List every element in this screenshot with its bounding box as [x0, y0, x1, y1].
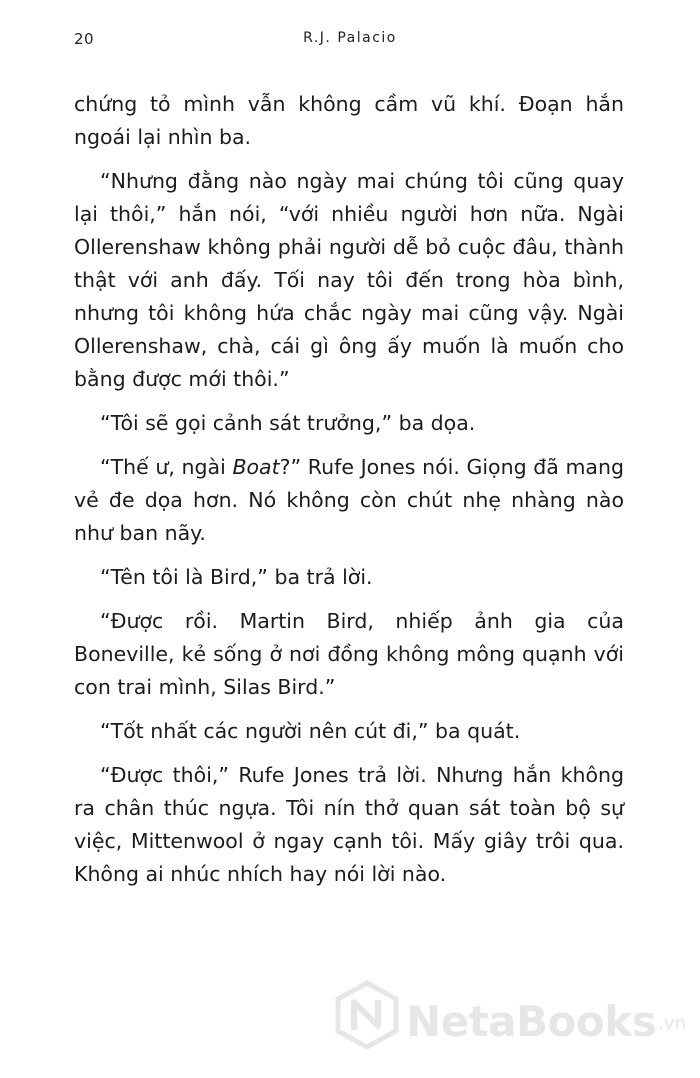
- paragraph: [74, 451, 624, 550]
- paragraph: “Tôi sẽ gọi cảnh sát trưởng,” ba dọa.: [100, 411, 476, 435]
- running-head-author: R.J. Palacio: [303, 30, 397, 46]
- paragraph: “Được thôi,” Rufe Jones trả lời. Nhưng hắn không ra chân thúc ngựa. Tôi nín thở quan sát toàn bộ sự việc, Mittenwool ở ngay cạnh tôi. Mấy giây trôi qua. Không ai nhúc nhích hay nói lời nào.: [74, 763, 624, 886]
- watermark-brand: NetaBooks: [405, 997, 657, 1046]
- netabooks-logo-icon: [334, 980, 400, 1050]
- watermark: [334, 980, 686, 1050]
- watermark-suffix: .vn: [658, 1013, 686, 1034]
- emphasis-text: Boat: [232, 455, 280, 479]
- paragraph: “Được rồi. Martin Bird, nhiếp ảnh gia của Boneville, kẻ sống ở nơi đồng không mông quạnh với con trai mình, Silas Bird.”: [74, 609, 624, 699]
- text-body: [74, 88, 624, 902]
- paragraph: “Tên tôi là Bird,” ba trả lời.: [100, 565, 373, 589]
- paragraph: “Tốt nhất các người nên cút đi,” ba quát.: [100, 719, 521, 743]
- paragraph-text: ?” Rufe Jones nói. Giọng đã mang vẻ đe dọa hơn. Nó không còn chút nhẹ nhàng nào như ban nãy.: [74, 455, 624, 545]
- paragraph-text: “Thế ư, ngài: [100, 455, 233, 479]
- running-head: [74, 30, 626, 54]
- paragraph: “Nhưng đằng nào ngày mai chúng tôi cũng quay lại thôi,” hắn nói, “với nhiều người hơn nữa. Ngài Ollerenshaw không phải người dễ bỏ cuộc đâu, thành thật với anh đấy. Tối nay tôi đến trong hòa bình, nhưng tôi không hứa chắc ngày mai cũng vậy. Ngài Ollerenshaw, chà, cái gì ông ấy muốn là muốn cho bằng được mới thôi.”: [74, 169, 624, 391]
- paragraph: chứng tỏ mình vẫn không cầm vũ khí. Đoạn hắn ngoái lại nhìn ba.: [74, 92, 624, 149]
- page-number: 20: [74, 30, 95, 48]
